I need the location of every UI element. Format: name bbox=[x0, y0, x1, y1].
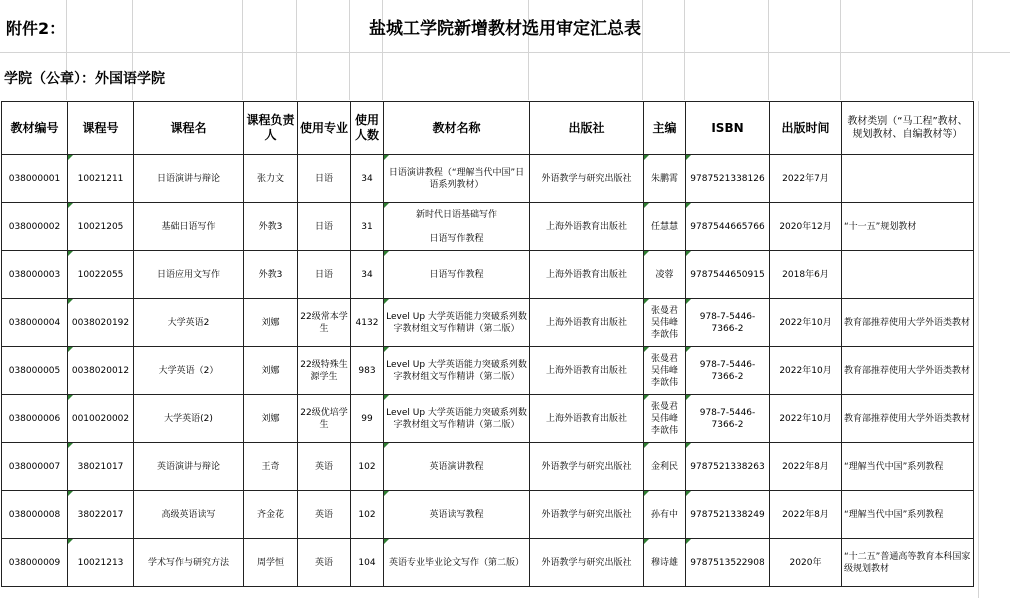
table-cell: 9787521338249 bbox=[686, 491, 770, 539]
table-cell: 38022017 bbox=[68, 491, 134, 539]
table-cell: 刘娜 bbox=[244, 347, 298, 395]
table-cell: 9787544650915 bbox=[686, 251, 770, 299]
table-cell: 9787521338126 bbox=[686, 155, 770, 203]
table-cell: 基础日语写作 bbox=[134, 203, 244, 251]
table-cell: 2022年10月 bbox=[770, 347, 842, 395]
table-cell: 978-7-5446-7366-2 bbox=[686, 347, 770, 395]
column-header: ISBN bbox=[686, 102, 770, 155]
table-cell: 038000008 bbox=[2, 491, 68, 539]
table-cell: 日语 bbox=[298, 155, 351, 203]
column-header: 使用人数 bbox=[351, 102, 384, 155]
table-row bbox=[2, 155, 974, 203]
table-cell: 上海外语教育出版社 bbox=[530, 347, 644, 395]
table-cell: 上海外语教育出版社 bbox=[530, 251, 644, 299]
table-row bbox=[2, 443, 974, 491]
table-cell: 038000001 bbox=[2, 155, 68, 203]
table-cell: 10021211 bbox=[68, 155, 134, 203]
table-cell: 孙有中 bbox=[644, 491, 686, 539]
column-header: 课程名 bbox=[134, 102, 244, 155]
table-cell: 日语演讲与辩论 bbox=[134, 155, 244, 203]
table-cell: 任慧慧 bbox=[644, 203, 686, 251]
table-cell: 038000004 bbox=[2, 299, 68, 347]
column-header: 出版社 bbox=[530, 102, 644, 155]
table-cell: 31 bbox=[351, 203, 384, 251]
table-cell: 2022年7月 bbox=[770, 155, 842, 203]
table-cell: 0038020192 bbox=[68, 299, 134, 347]
table-cell: 齐金花 bbox=[244, 491, 298, 539]
column-header: 主编 bbox=[644, 102, 686, 155]
table-row bbox=[2, 491, 974, 539]
textbook-table bbox=[1, 101, 974, 587]
table-cell: 2022年10月 bbox=[770, 299, 842, 347]
table-cell: 新时代日语基础写作 日语写作教程 bbox=[384, 203, 530, 251]
table-row bbox=[2, 395, 974, 443]
table-cell: 外语教学与研究出版社 bbox=[530, 155, 644, 203]
column-header: 教材名称 bbox=[384, 102, 530, 155]
table-cell: 刘娜 bbox=[244, 395, 298, 443]
table-cell: 朱鹏霄 bbox=[644, 155, 686, 203]
table-cell: 刘娜 bbox=[244, 299, 298, 347]
table-cell: 038000009 bbox=[2, 539, 68, 587]
table-cell: 038000007 bbox=[2, 443, 68, 491]
table-cell: 教育部推荐使用大学外语类教材 bbox=[842, 395, 974, 443]
table-cell: 大学英语(2) bbox=[134, 395, 244, 443]
table-cell: 大学英语2 bbox=[134, 299, 244, 347]
page-title: 盐城工学院新增教材选用审定汇总表 bbox=[369, 19, 641, 39]
table-cell: 张曼君 吴伟峰 李歆伟 bbox=[644, 395, 686, 443]
table-cell: 英语读写教程 bbox=[384, 491, 530, 539]
table-cell: 凌蓉 bbox=[644, 251, 686, 299]
table-cell: 英语专业毕业论文写作（第二版） bbox=[384, 539, 530, 587]
table-cell: 张曼君 吴伟峰 李歆伟 bbox=[644, 347, 686, 395]
table-cell: 外语教学与研究出版社 bbox=[530, 443, 644, 491]
table-row bbox=[2, 347, 974, 395]
table-cell: 英语演讲与辩论 bbox=[134, 443, 244, 491]
table-cell: 英语演讲教程 bbox=[384, 443, 530, 491]
table-cell: 外语教学与研究出版社 bbox=[530, 491, 644, 539]
table-cell: “理解当代中国”系列教程 bbox=[842, 491, 974, 539]
table-cell: 王奇 bbox=[244, 443, 298, 491]
table-cell: 穆诗雄 bbox=[644, 539, 686, 587]
table-cell: 10021205 bbox=[68, 203, 134, 251]
table-cell: 张曼君 吴伟峰 李歆伟 bbox=[644, 299, 686, 347]
table-row bbox=[2, 299, 974, 347]
table-cell: “理解当代中国”系列教程 bbox=[842, 443, 974, 491]
table-cell: 日语演讲教程（“理解当代中国”日语系列教材） bbox=[384, 155, 530, 203]
college-label: 学院（公章）：外国语学院 bbox=[4, 71, 165, 87]
table-cell: 高级英语读写 bbox=[134, 491, 244, 539]
table-cell: 10021213 bbox=[68, 539, 134, 587]
column-header: 使用专业 bbox=[298, 102, 351, 155]
table-cell: 日语写作教程 bbox=[384, 251, 530, 299]
table-cell: 99 bbox=[351, 395, 384, 443]
table-cell: Level Up 大学英语能力突破系列数字教材组文写作精讲（第二版） bbox=[384, 347, 530, 395]
table-cell: 22级特殊生源学生 bbox=[298, 347, 351, 395]
table-cell: 34 bbox=[351, 155, 384, 203]
table-cell: 教育部推荐使用大学外语类教材 bbox=[842, 299, 974, 347]
table-cell: 038000005 bbox=[2, 347, 68, 395]
table-cell: 日语 bbox=[298, 203, 351, 251]
table-cell: 金利民 bbox=[644, 443, 686, 491]
table-cell: 22级常本学生 bbox=[298, 299, 351, 347]
column-header: 课程负责人 bbox=[244, 102, 298, 155]
table-cell: 英语 bbox=[298, 491, 351, 539]
table-cell: 周学恒 bbox=[244, 539, 298, 587]
table-cell: 学术写作与研究方法 bbox=[134, 539, 244, 587]
table-cell: 外教3 bbox=[244, 251, 298, 299]
table-row bbox=[2, 203, 974, 251]
column-header: 教材编号 bbox=[2, 102, 68, 155]
attachment-label: 附件2： bbox=[6, 19, 66, 38]
table-cell: 978-7-5446-7366-2 bbox=[686, 299, 770, 347]
table-cell: 教育部推荐使用大学外语类教材 bbox=[842, 347, 974, 395]
table-row bbox=[2, 251, 974, 299]
table-cell: 104 bbox=[351, 539, 384, 587]
table-cell: 外语教学与研究出版社 bbox=[530, 539, 644, 587]
table-cell: 9787521338263 bbox=[686, 443, 770, 491]
table-cell: 外教3 bbox=[244, 203, 298, 251]
table-cell bbox=[842, 155, 974, 203]
table-header-row bbox=[2, 102, 974, 155]
table-cell: 0038020012 bbox=[68, 347, 134, 395]
table-cell: 2020年 bbox=[770, 539, 842, 587]
table-cell: 038000002 bbox=[2, 203, 68, 251]
table-cell: 2022年8月 bbox=[770, 443, 842, 491]
column-header: 出版时间 bbox=[770, 102, 842, 155]
table-cell: 983 bbox=[351, 347, 384, 395]
column-header: 课程号 bbox=[68, 102, 134, 155]
table-cell: 大学英语（2） bbox=[134, 347, 244, 395]
table-row bbox=[2, 539, 974, 587]
table-cell: 日语应用文写作 bbox=[134, 251, 244, 299]
table-cell: 34 bbox=[351, 251, 384, 299]
table-cell: Level Up 大学英语能力突破系列数字教材组文写作精讲（第二版） bbox=[384, 299, 530, 347]
table-cell: 978-7-5446-7366-2 bbox=[686, 395, 770, 443]
table-cell: 38021017 bbox=[68, 443, 134, 491]
table-cell: 上海外语教育出版社 bbox=[530, 299, 644, 347]
table-cell: 038000003 bbox=[2, 251, 68, 299]
table-cell: Level Up 大学英语能力突破系列数字教材组文写作精讲（第二版） bbox=[384, 395, 530, 443]
table-cell: 张力文 bbox=[244, 155, 298, 203]
table-cell: “十一五”规划教材 bbox=[842, 203, 974, 251]
table-cell: 2022年10月 bbox=[770, 395, 842, 443]
table-cell: 上海外语教育出版社 bbox=[530, 395, 644, 443]
table-cell: 10022055 bbox=[68, 251, 134, 299]
table-cell: 9787544665766 bbox=[686, 203, 770, 251]
table-cell: 英语 bbox=[298, 443, 351, 491]
table-cell: 102 bbox=[351, 443, 384, 491]
table-cell: 英语 bbox=[298, 539, 351, 587]
table-cell: 0010020002 bbox=[68, 395, 134, 443]
table-cell: 日语 bbox=[298, 251, 351, 299]
table-cell bbox=[842, 251, 974, 299]
table-cell: 9787513522908 bbox=[686, 539, 770, 587]
table-cell: 22级优培学生 bbox=[298, 395, 351, 443]
table-cell: 2022年8月 bbox=[770, 491, 842, 539]
table-cell: 上海外语教育出版社 bbox=[530, 203, 644, 251]
table-cell: “十二五”普通高等教育本科国家级规划教材 bbox=[842, 539, 974, 587]
table-cell: 2018年6月 bbox=[770, 251, 842, 299]
table-cell: 2020年12月 bbox=[770, 203, 842, 251]
table-cell: 4132 bbox=[351, 299, 384, 347]
table-cell: 102 bbox=[351, 491, 384, 539]
column-header: 教材类别（“马工程”教材、规划教材、自编教材等） bbox=[842, 102, 974, 155]
table-cell: 038000006 bbox=[2, 395, 68, 443]
